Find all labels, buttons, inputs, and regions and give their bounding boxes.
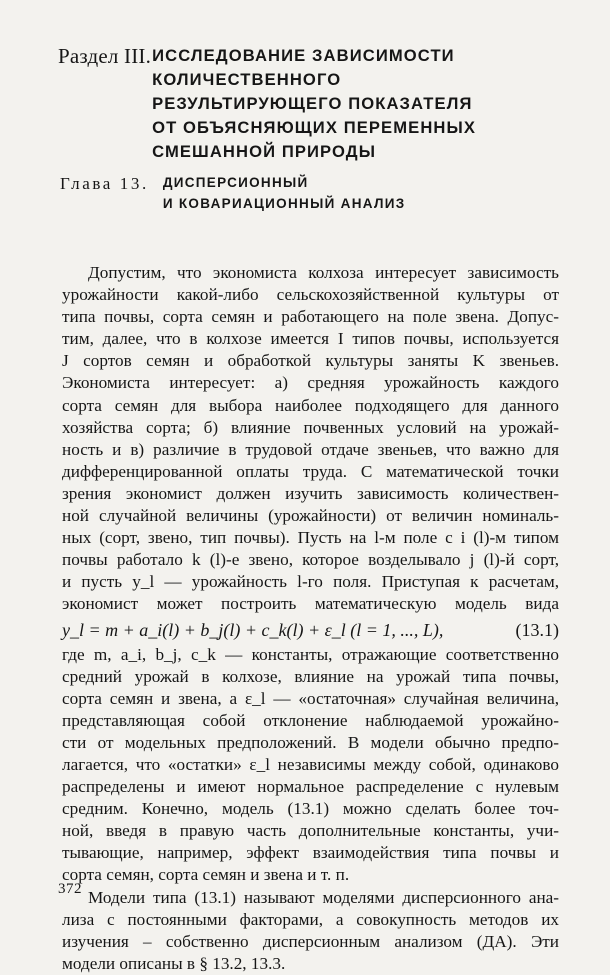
- text-line: ность и в) различие в трудовой отдаче звеньев, что важно для: [62, 439, 559, 459]
- text-line: ной случайной величины (урожайности) от величин номиналь-: [62, 506, 559, 526]
- section-title-line: ИССЛЕДОВАНИЕ ЗАВИСИМОСТИ: [152, 46, 455, 65]
- section-label: Раздел III.: [58, 44, 152, 68]
- chapter-label: Глава 13.: [60, 174, 149, 193]
- chapter-title: [163, 172, 406, 214]
- chapter-title-line: И КОВАРИАЦИОННЫЙ АНАЛИЗ: [162, 196, 406, 211]
- text-line: средний урожай в колхозе, влияние на урожай типа почвы,: [62, 666, 559, 686]
- page-number: 372: [58, 881, 82, 897]
- text-line: лагается, что «остатки» ε_l независимы между собой, одинаково: [62, 754, 559, 774]
- text-line: распределены и имеют нормальное распределение с нулевым: [62, 777, 559, 797]
- text-line: сорта семян, сорта семян и звена и т. п.: [62, 865, 350, 885]
- text-line: тим, далее, что в колхозе имеется I типов почвы, используется: [62, 329, 559, 349]
- text-line: экономист может построить математическую модель вида: [62, 594, 559, 614]
- text-line: изучения – собственно дисперсионным анализом (ДА). Эти: [62, 931, 559, 951]
- section-title-line: КОЛИЧЕСТВЕННОГО: [152, 70, 342, 89]
- text-line: средним. Конечно, модель (13.1) можно сделать более точ-: [62, 799, 559, 819]
- equation-number: (13.1): [515, 619, 559, 640]
- text-line: сорта семян для выбора наиболее подходящего для данного: [62, 395, 559, 415]
- text-line: тывающие, например, эффект взаимодействия типа почвы и: [62, 843, 559, 863]
- paragraph-1: [62, 262, 559, 616]
- text-line: типа почвы, сорта семян и работающего на поле звена. Допус-: [62, 307, 559, 327]
- section-title-line: ОТ ОБЪЯСНЯЮЩИХ ПЕРЕМЕННЫХ: [152, 118, 476, 137]
- text-line: и пусть y_l — урожайность l-го поля. Приступая к расчетам,: [62, 572, 559, 592]
- section-title-line: СМЕШАННОЙ ПРИРОДЫ: [152, 142, 377, 161]
- text-line: сорта семян и звена, а ε_l — «остаточная» случайная величина,: [62, 688, 559, 708]
- text-line: сти от модельных предположений. В модели обычно предпо-: [62, 732, 559, 752]
- body-text: [62, 262, 559, 975]
- equation-13-1: [62, 617, 559, 643]
- text-line: Допустим, что экономиста колхоза интересует зависимость: [88, 263, 559, 282]
- chapter-title-line: ДИСПЕРСИОННЫЙ: [162, 175, 309, 190]
- text-line: ной, введя в правую часть дополнительные константы, учи-: [62, 821, 559, 841]
- text-line: модели описаны в § 13.2, 13.3.: [62, 953, 286, 973]
- section-title-line: РЕЗУЛЬТИРУЮЩЕГО ПОКАЗАТЕЛЯ: [152, 94, 473, 113]
- chapter-heading: [60, 172, 540, 214]
- text-line: зрения экономист должен изучить зависимость количествен-: [62, 483, 559, 503]
- text-line: J сортов семян и обработкой культуры заняты K звеньев.: [62, 351, 559, 371]
- text-line: Экономиста интересует: а) средняя урожайность каждого: [62, 373, 559, 393]
- text-line: где m, a_i, b_j, c_k — константы, отражающие соответственно: [62, 644, 559, 664]
- text-line: представляющая собой отклонение наблюдаемой урожайно-: [62, 710, 559, 730]
- text-line: почвы работало k (l)-е звено, которое возделывало j (l)-й сорт,: [62, 550, 559, 570]
- text-line: хозяйства сорта; б) влияние почвенных условий на урожай-: [62, 417, 559, 437]
- text-line: ных (сорт, звено, тип почвы). Пусть на l-м поле с i (l)-м типом: [62, 528, 559, 548]
- paragraph-3: [62, 887, 559, 975]
- section-title: [152, 44, 476, 164]
- text-line: урожайности какой-либо сельскохозяйственной культуры от: [62, 285, 559, 305]
- text-line: лиза с постоянными факторами, а совокупность методов их: [62, 909, 559, 929]
- text-line: Модели типа (13.1) называют моделями дисперсионного ана-: [88, 887, 559, 907]
- equation-formula: y_l = m + a_i(l) + b_j(l) + c_k(l) + ε_l (l = 1, ..., L),: [62, 619, 444, 640]
- section-heading: [58, 44, 558, 164]
- paragraph-2: [62, 644, 559, 887]
- text-line: дифференцированной оплаты труда. С математической точки: [62, 461, 559, 481]
